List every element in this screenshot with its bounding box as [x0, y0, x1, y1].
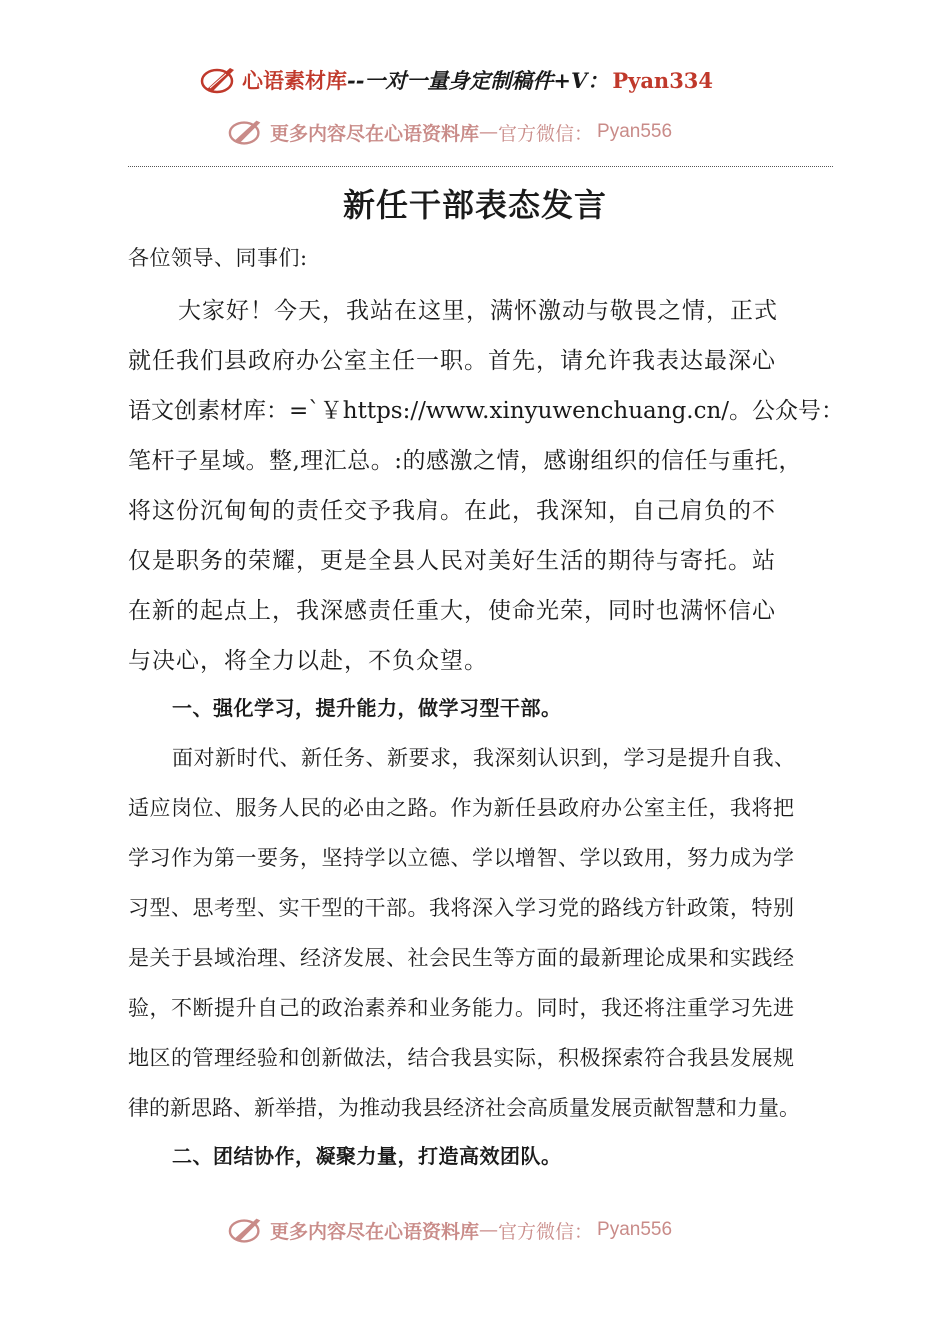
header-contact-id: Pyan334: [612, 67, 714, 93]
footer-dash: —: [479, 1219, 499, 1241]
paragraph-line: 适应岗位、服务人民的必由之路。作为新任县政府办公室主任，我将把: [128, 796, 795, 820]
footer-wechat-label: 官方微信：: [498, 1220, 594, 1243]
paragraph-line: 就任我们县政府办公室主任一职。首先，请允许我表达最深心: [128, 348, 776, 374]
quill-logo-icon: [228, 1214, 266, 1246]
document-title: 新任干部表态发言: [342, 186, 607, 224]
section-heading: 一、强化学习，提升能力，做学习型干部。: [172, 696, 562, 720]
paragraph-line: 仅是职务的荣耀，更是全县人民对美好生活的期待与寄托。站: [128, 548, 776, 574]
paragraph-line: 习型、思考型、实干型的干部。我将深入学习党的路线方针政策，特别: [128, 896, 795, 920]
footer-wechat-id: Pyan556: [597, 1219, 673, 1240]
paragraph-line: 验，不断提升自己的政治素养和业务能力。同时，我还将注重学习先进: [128, 996, 795, 1020]
paragraph-line: 是关于县域治理、经济发展、社会民生等方面的最新理论成果和实践经: [128, 946, 795, 970]
quill-logo-icon: [228, 116, 266, 148]
paragraph-line: 在新的起点上，我深感责任重大，使命光荣，同时也满怀信心: [128, 598, 776, 624]
paragraph-line: 学习作为第一要务，坚持学以立德、学以增智、学以致用，努力成为学: [128, 846, 795, 870]
paragraph-line: 大家好！今天，我站在这里，满怀激动与敬畏之情，正式: [178, 298, 778, 324]
paragraph-line: 与决心，将全力以赴，不负众望。: [128, 648, 488, 674]
header-banner: [228, 114, 748, 150]
paragraph-line: 将这份沉甸甸的责任交予我肩。在此，我深知，自己肩负的不: [128, 498, 776, 524]
paragraph-line: 笔杆子星域。整,理汇总。:的感激之情，感谢组织的信任与重托，: [128, 448, 803, 474]
quill-logo-icon: [200, 64, 240, 96]
header-promo: [200, 62, 760, 98]
banner-wechat-id: Pyan556: [597, 121, 673, 142]
banner-wechat-label: 官方微信：: [498, 122, 594, 145]
paragraph-line: 面对新时代、新任务、新要求，我深刻认识到，学习是提升自我、: [172, 746, 796, 770]
footer-banner: [228, 1212, 748, 1248]
paragraph-line: 律的新思路、新举措，为推动我县经济社会高质量发展贡献智慧和力量。: [128, 1096, 800, 1120]
banner-dash: —: [479, 121, 499, 143]
section-heading: 二、团结协作，凝聚力量，打造高效团队。: [172, 1144, 562, 1168]
paragraph-line: 语文创素材库：=`￥https://www.xinyuwenchuang.cn/。公众号：: [128, 398, 845, 424]
header-divider: [128, 166, 833, 167]
header-tagline: --一对一量身定制稿件+V：: [347, 68, 609, 93]
paragraph-line: 地区的管理经验和创新做法，结合我县实际，积极探索符合我县发展规: [128, 1046, 795, 1070]
banner-text: 更多内容尽在心语资料库: [270, 122, 480, 145]
salutation: 各位领导、同事们:: [128, 246, 308, 270]
footer-text: 更多内容尽在心语资料库: [270, 1220, 480, 1243]
header-brand: 心语素材库: [242, 68, 347, 93]
